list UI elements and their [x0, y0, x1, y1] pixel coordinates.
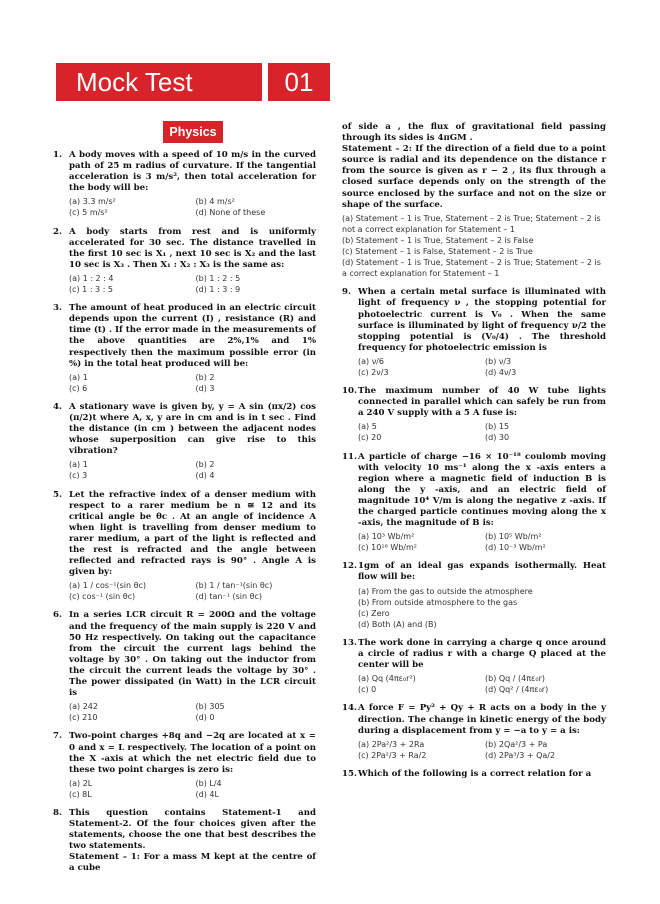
question-stem: When a certain metal surface is illuminated with light of frequency ν , the stopping potential for photoelectric current is V₀ . When the same surface is illuminated by light of frequency ν/2 the stopping potential is (V₀/4) . The threshold frequency for photoelectric emission is — [358, 287, 606, 353]
question-number: 8. — [53, 807, 62, 818]
answer-option: (d) Qq² / (4πε₀r) — [485, 685, 549, 695]
question-number: 3. — [53, 303, 62, 314]
options-grid — [358, 421, 606, 443]
statement-1: Statement – 1: For a mass M kept at the centre of a cube — [69, 852, 316, 874]
options-grid — [358, 356, 606, 378]
answer-option: (d) 3 — [195, 383, 215, 393]
question-number: 2. — [53, 226, 62, 237]
banner-number: 01 — [268, 63, 330, 101]
answer-option: (d) 1 : 3 : 9 — [195, 285, 241, 295]
question-number: 9. — [342, 287, 351, 298]
answer-option: (b) 4 m/s² — [195, 197, 235, 207]
options-grid — [69, 273, 316, 295]
answer-option: (d) tan⁻¹ (sin θc) — [195, 592, 262, 602]
question-stem: A body starts from rest and is uniformly accelerated for 30 sec. The distance travelled in the first 10 sec is X₁ , next 10 sec is X₂ and the last 10 sec is X₃ . Then X₁ : X₂ : X₃ is the same as: — [69, 226, 316, 270]
answer-option: (c) Statement – 1 is False, Statement – 2 is True — [342, 247, 533, 257]
question-item — [53, 610, 316, 723]
question-stem: A body moves with a speed of 10 m/s in the curved path of 25 m radius of curvature. If the tangential acceleration is 3 m/s², then total acceleration for the body will be: — [69, 150, 316, 194]
statement-2: Statement – 2: If the direction of a field due to a point source is radial and its dependence on the distance r from the source is given as r − 2 , its flux through a closed surface depends only on the strength of the source enclosed by the surface and not on the size or shape of the surface. — [342, 144, 606, 210]
answer-option: (c) 5 m/s² — [69, 208, 108, 218]
question-item — [53, 402, 316, 482]
answer-option: (d) 10⁻³ Wb/m² — [485, 543, 546, 553]
question-number: 5. — [53, 489, 62, 500]
question-item — [342, 638, 606, 695]
answer-option: (a) 1 — [69, 372, 88, 382]
answer-option: (d) 4ν/3 — [485, 367, 517, 377]
answer-option: (d) 4 — [195, 471, 215, 481]
answer-option: (b) 305 — [195, 702, 225, 712]
question-item — [342, 561, 606, 630]
subject-label: Physics — [163, 121, 223, 143]
options-grid — [358, 673, 606, 695]
question-item — [53, 150, 316, 219]
answer-option: (a) Qq (4πε₀r²) — [358, 674, 416, 684]
answer-option: (b) Qq / (4πε₀r) — [485, 674, 545, 684]
question-item — [342, 452, 606, 554]
answer-option: (c) 2ν/3 — [358, 367, 389, 377]
question-number: 10. — [342, 386, 357, 397]
answer-option: (a) 10³ Wb/m² — [358, 532, 415, 542]
answer-option: (a) 242 — [69, 702, 98, 712]
answer-option: (a) 3.3 m/s² — [69, 197, 116, 207]
answer-option: (d) None of these — [195, 208, 266, 218]
options-grid — [69, 701, 316, 723]
answer-option: (c) 6 — [69, 383, 88, 393]
answer-option: (a) 1 : 2 : 4 — [69, 273, 114, 283]
question-number: 6. — [53, 610, 62, 621]
answer-option: (c) 210 — [69, 713, 98, 723]
question-number: 12. — [342, 561, 357, 572]
answer-option: (b) 1 / tan⁻¹(sin θc) — [195, 581, 273, 591]
answer-option: (c) 0 — [358, 685, 377, 695]
question-item — [53, 303, 316, 394]
answer-option: (d) 2Pa³/3 + Qa/2 — [485, 750, 556, 760]
options-grid — [69, 196, 316, 218]
options-grid — [358, 739, 606, 761]
options-grid — [69, 372, 316, 394]
question-item — [53, 227, 316, 296]
question-item — [53, 731, 316, 800]
question-stem: In a series LCR circuit R = 200Ω and the voltage and the frequency of the main supply is 220 V and 50 Hz respectively. On taking out the capacitance from the circuit the current lags behind the voltage by 30° . On taking out the inductor from the circuit the current leads the voltage by 30° . The power dissipated (in Watt) in the LCR circuit is — [69, 610, 316, 699]
options-grid — [358, 586, 606, 630]
question-number: 15. — [342, 768, 357, 779]
question-number: 11. — [342, 451, 357, 462]
options-grid — [69, 459, 316, 481]
answer-option: (c) 20 — [358, 433, 382, 443]
answer-option: (c) 3 — [69, 471, 88, 481]
banner-title: Mock Test — [56, 63, 262, 101]
answer-option: (c) cos⁻¹ (sin θc) — [69, 592, 136, 602]
answer-option: (a) ν/6 — [358, 356, 384, 366]
answer-option: (b) L/4 — [195, 778, 222, 788]
answer-option: (b) From outside atmosphere to the gas — [358, 597, 518, 607]
answer-option: (a) From the gas to outside the atmosphere — [358, 586, 533, 596]
answer-option: (b) Statement – 1 is True, Statement – 2 is False — [342, 235, 534, 245]
question-item — [342, 703, 606, 760]
answer-option: (c) 2Pa²/3 + Ra/2 — [358, 750, 427, 760]
options-grid — [69, 778, 316, 800]
answer-option: (d) Statement – 1 is True, Statement – 2 is True; Statement – 2 is a correct explanation for Statement – 1 — [342, 258, 601, 279]
question-stem: The maximum number of 40 W tube lights connected in parallel which can safely be run from a 240 V supply with a 5 A fuse is: — [358, 386, 606, 419]
answer-option: (b) 2 — [195, 372, 215, 382]
question-item — [342, 287, 606, 378]
question-stem: 1gm of an ideal gas expands isothermally. Heat flow will be: — [358, 561, 606, 583]
answer-option: (b) 15 — [485, 422, 510, 432]
answer-option: (a) 5 — [358, 422, 377, 432]
question-item — [53, 808, 316, 875]
question-stem: Which of the following is a correct relation for a — [358, 768, 592, 779]
question-stem: The work done in carrying a charge q once around a circle of radius r with a charge Q placed at the center will be — [358, 637, 606, 671]
answer-option: (d) 30 — [485, 433, 510, 443]
answer-option: (c) 1 : 3 : 5 — [69, 285, 114, 295]
question-number: 7. — [53, 731, 62, 742]
answer-option: (c) 10¹⁶ Wb/m² — [358, 543, 418, 553]
options-grid — [358, 531, 606, 553]
answer-option: (b) 1 : 2 : 5 — [195, 273, 241, 283]
question-stem: The amount of heat produced in an electric circuit depends upon the current (I) , resistance (R) and time (t) . If the error made in the measurements of the above quantities are 2%,1% and 1% respectively then the maximum possible error (in %) in the total heat produced will be: — [69, 303, 316, 369]
mock-test-banner — [56, 63, 330, 103]
question-number: 4. — [53, 401, 62, 412]
question-stem: A stationary wave is given by, y = A sin (πx/2) cos (π/2)t where A, x, y are in cm and is in t sec . Find the distance (in cm ) between the adjacent nodes whose superposition can give rise to this vibration? — [69, 401, 316, 457]
question-item — [342, 769, 606, 780]
answer-option: (a) 2L — [69, 778, 93, 788]
answer-option: (c) Zero — [358, 608, 390, 618]
right-column — [342, 122, 606, 788]
question-stem: Two-point charges +8q and −2q are located at x = 0 and x = L respectively. The location of a point on the X -axis at which the net electric field due to these two point charges is zero is: — [69, 731, 316, 775]
answer-option: (b) 10⁵ Wb/m² — [485, 532, 542, 542]
answer-option: (a) 1 / cos⁻¹(sin θc) — [69, 581, 146, 591]
answer-option: (d) 0 — [195, 713, 215, 723]
q8-options — [342, 213, 606, 280]
options-grid — [69, 580, 316, 602]
answer-option: (d) 4L — [195, 789, 219, 799]
answer-option: (d) Both (A) and (B) — [358, 619, 437, 629]
question-stem: This question contains Statement-1 and Statement-2. Of the four choices given after the statements, choose the one that best describes the two statements. — [69, 807, 316, 852]
answer-option: (a) 1 — [69, 460, 88, 470]
left-column — [53, 150, 316, 883]
answer-option: (b) ν/3 — [485, 356, 512, 366]
question-stem: Let the refractive index of a denser medium with respect to a rarer medium be n ≅ 12 and its critical angle be θc . At an angle of incidence A when light is travelling from denser medium to rarer medium, a part of the light is reflected and the rest is refracted and the angle between reflected and refracted rays is 90° . Angle A is given by: — [69, 489, 316, 578]
answer-option: (a) 2Pa²/3 + 2Ra — [358, 739, 425, 749]
question-number: 14. — [342, 703, 357, 714]
answer-option: (b) 2Qa²/3 + Pa — [485, 739, 548, 749]
answer-option: (b) 2 — [195, 460, 215, 470]
question-number: 13. — [342, 637, 357, 648]
question-item — [53, 490, 316, 603]
question-item — [342, 386, 606, 443]
q8-continued-text: of side a , the flux of gravitational field passing through its sides is 4πGM . — [342, 122, 606, 144]
answer-option: (a) Statement – 1 is True, Statement – 2 is True; Statement – 2 is not a correct explanation for Statement – 1 — [342, 213, 601, 234]
question-number: 1. — [53, 150, 62, 160]
question-stem: A particle of charge −16 × 10⁻¹⁸ coulomb moving with velocity 10 ms⁻¹ along the x -axis enters a region where a magnetic field of induction B is along the y -axis, and an electric field of magnitude 10⁴ V/m is along the negative z -axis. If the charged particle continues moving along the x -axis, the magnitude of B is: — [358, 451, 606, 529]
answer-option: (c) 8L — [69, 789, 92, 799]
question-stem: A force F = Py² + Qy + R acts on a body in the y direction. The change in kinetic energy of the body during a displacement from y = −a to y = a is: — [358, 703, 606, 736]
